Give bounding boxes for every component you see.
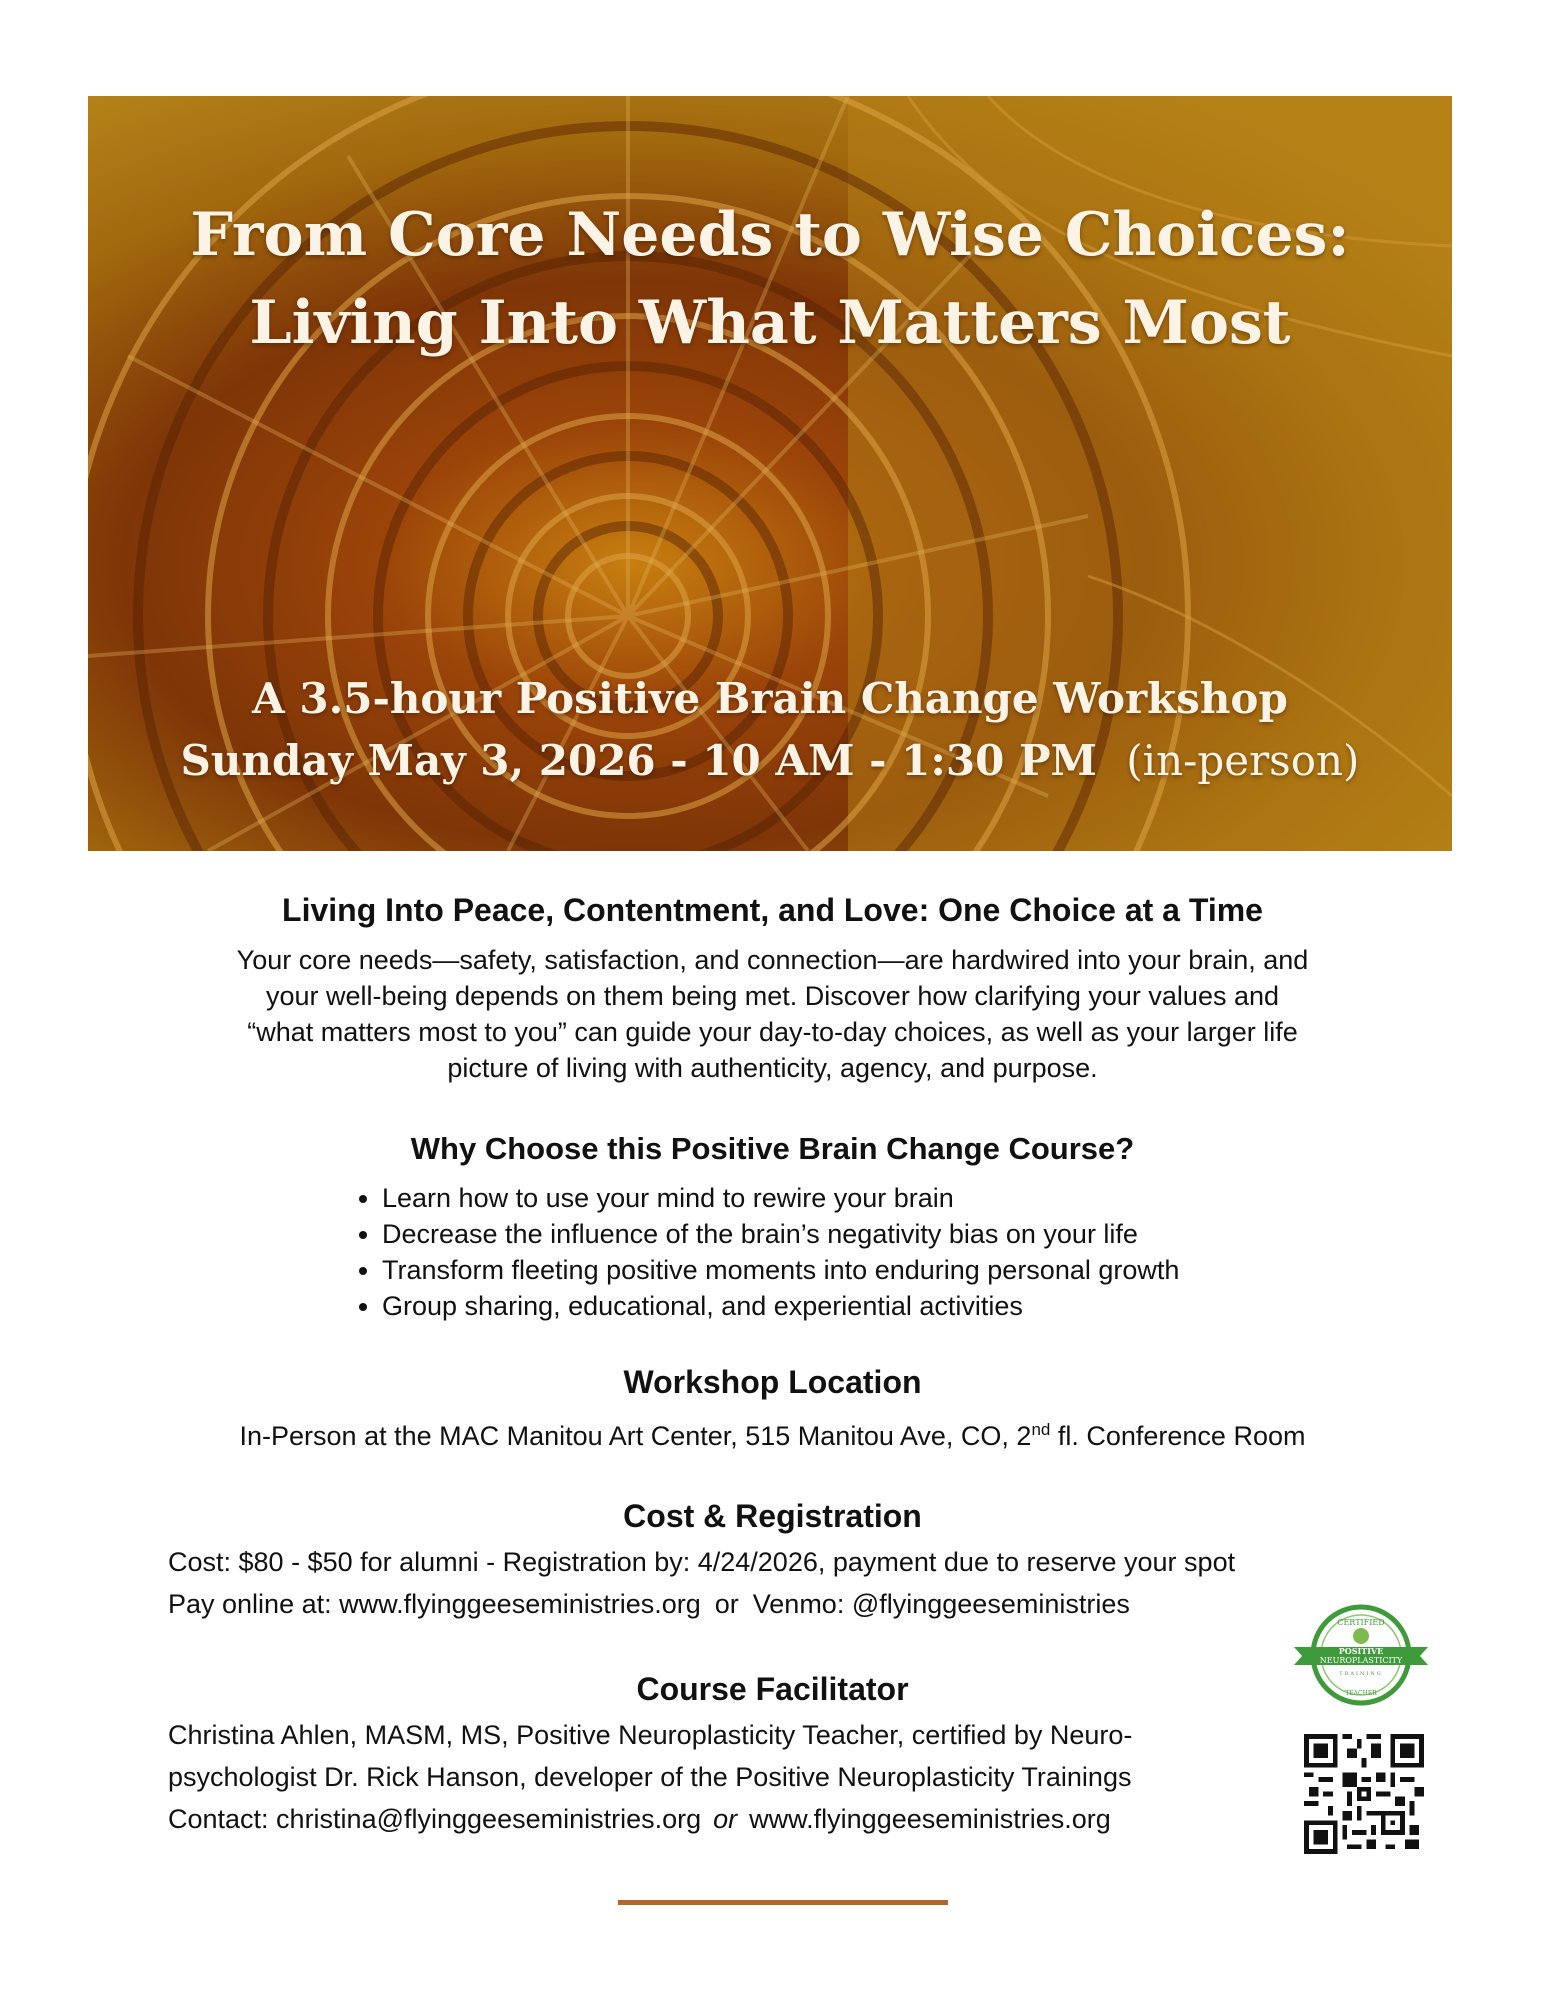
badge-ribbon-neuroplasticity: NEUROPLASTICITY bbox=[1319, 1656, 1403, 1665]
hero-date-line bbox=[88, 730, 1452, 792]
location-room: fl. Conference Room bbox=[1050, 1421, 1306, 1451]
list-item: • Decrease the influence of the brain’s negativity bias on your life bbox=[382, 1216, 1179, 1252]
badge-training-text: TRAINING bbox=[1339, 1671, 1383, 1677]
why-heading: Why Choose this Positive Brain Change Course? bbox=[410, 1131, 1135, 1166]
pay-online-link[interactable]: Pay online at: www.flyinggeeseministries.org bbox=[168, 1589, 701, 1619]
facilitator-line: Christina Ahlen, MASM, MS, Positive Neuroplasticity Teacher, certified by Neuro- bbox=[168, 1720, 1133, 1750]
badge-bottom-text: TEACHER bbox=[1345, 1690, 1377, 1697]
facilitator-line: psychologist Dr. Rick Hanson, developer of the Positive Neuroplasticity Trainings bbox=[168, 1762, 1132, 1792]
hero-mode: (in-person) bbox=[1126, 736, 1360, 785]
location-superscript: nd bbox=[1031, 1420, 1051, 1439]
location-address: In-Person at the MAC Manitou Art Center, 515 Manitou Ave, CO, 2 bbox=[239, 1421, 1032, 1451]
intro-line: Your core needs—safety, satisfaction, and connection—are hardwired into your brain, and bbox=[236, 945, 1309, 975]
qr-code-icon[interactable] bbox=[1304, 1734, 1424, 1854]
hero-title-line1: From Core Needs to Wise Choices: bbox=[190, 200, 1350, 270]
hero-banner bbox=[88, 96, 1452, 851]
badge-top-text: CERTIFIED bbox=[1337, 1618, 1385, 1627]
list-item: • Group sharing, educational, and experiential activities bbox=[382, 1288, 1179, 1324]
cost-details bbox=[168, 1541, 1235, 1625]
cost-line: Cost: $80 - $50 for alumni - Registration by: 4/24/2026, payment due to reserve your spot bbox=[168, 1547, 1236, 1577]
list-item: • Learn how to use your mind to rewire your brain bbox=[382, 1180, 1179, 1216]
bottom-divider bbox=[618, 1900, 948, 1905]
intro-paragraph bbox=[0, 942, 1545, 1086]
certified-teacher-badge-logo bbox=[1292, 1603, 1430, 1707]
or-text: or bbox=[714, 1589, 739, 1619]
facilitator-heading: Course Facilitator bbox=[636, 1671, 909, 1707]
or-text: or bbox=[713, 1804, 738, 1834]
location-text bbox=[0, 1410, 1545, 1456]
intro-line: picture of living with authenticity, agency, and purpose. bbox=[447, 1053, 1098, 1083]
location-heading: Workshop Location bbox=[623, 1364, 922, 1400]
hero-date-time: Sunday May 3, 2026 - 10 AM - 1:30 PM bbox=[180, 736, 1098, 785]
hero-title-line2: Living Into What Matters Most bbox=[249, 288, 1291, 358]
intro-heading: Living Into Peace, Contentment, and Love: One Choice at a Time bbox=[282, 892, 1263, 928]
contact-email[interactable]: Contact: christina@flyinggeeseministries.org bbox=[168, 1804, 702, 1834]
facilitator-details bbox=[168, 1714, 1132, 1840]
list-item: • Transform fleeting positive moments into enduring personal growth bbox=[382, 1252, 1179, 1288]
venmo-handle[interactable]: Venmo: @flyinggeeseministries bbox=[752, 1589, 1130, 1619]
contact-website[interactable]: www.flyinggeeseministries.org bbox=[749, 1804, 1111, 1834]
hero-subtitle bbox=[88, 668, 1452, 792]
cost-heading: Cost & Registration bbox=[623, 1498, 922, 1534]
why-bullet-list bbox=[356, 1180, 1179, 1324]
hero-title bbox=[88, 191, 1452, 367]
hero-workshop-line: A 3.5-hour Positive Brain Change Workshop bbox=[252, 674, 1288, 723]
intro-line: your well-being depends on them being met. Discover how clarifying your values and bbox=[265, 981, 1280, 1011]
badge-ribbon-positive: POSITIVE bbox=[1338, 1646, 1384, 1656]
intro-line: “what matters most to you” can guide your day-to-day choices, as well as your larger life bbox=[247, 1017, 1298, 1047]
